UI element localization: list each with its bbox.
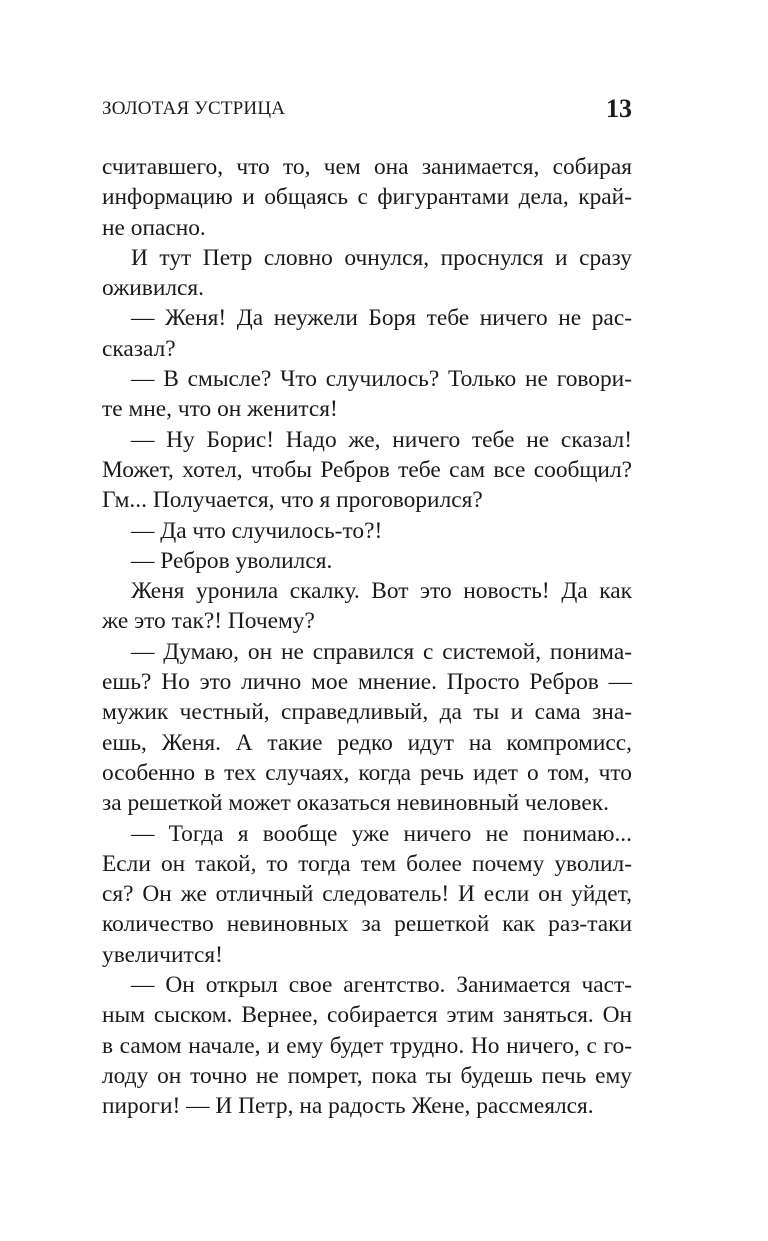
text-line: увеличится! [102, 941, 223, 968]
text-line: мужик честный, справедливый, да ты и сама зна- [102, 699, 632, 726]
text-line: — В смысле? Что случилось? Только не говори- [131, 366, 632, 393]
text-line: — Женя! Да неужели Боря тебе ничего не рас- [131, 305, 632, 332]
text-line: сказал? [102, 335, 176, 362]
text-line: не опасно. [102, 214, 206, 241]
body-text [102, 152, 632, 1122]
page-header [102, 94, 632, 126]
page-number: 13 [606, 94, 632, 123]
text-line: те мне, что он женится! [102, 396, 338, 423]
text-line: считавшего, что то, чем она занимается, собирая [102, 154, 632, 180]
text-line: лоду он точно не помрет, пока ты будешь печь ему [102, 1062, 632, 1089]
text-line: в самом начале, и ему будет трудно. Но ничего, с го- [102, 1032, 632, 1059]
text-line: ным сыском. Вернее, собирается этим заняться. Он [102, 1002, 632, 1029]
text-line: ся? Он же отличный следователь! И если он уйдет, [102, 881, 632, 908]
text-line: количество невиновных за решеткой как раз-таки [102, 911, 632, 938]
text-line: информацию и общаясь с фигурантами дела, край- [102, 184, 632, 211]
text-line: ешь, Женя. А такие редко идут на компромисс, [102, 729, 632, 756]
text-line: — Да что случилось-то?! [131, 517, 383, 544]
text-line: Гм... Получается, что я проговорился? [102, 487, 483, 514]
text-line: — Он открыл свое агентство. Занимается част- [131, 972, 632, 999]
text-line: — Тогда я вообще уже ничего не понимаю... [131, 820, 632, 847]
text-line: оживился. [102, 275, 205, 302]
text-line: же это так?! Почему? [102, 608, 315, 635]
running-title: ЗОЛОТАЯ УСТРИЦА [102, 98, 286, 119]
text-line: особенно в тех случаях, когда речь идет о том, что [102, 759, 632, 786]
text-line: — Ну Борис! Надо же, ничего тебе не сказал! [131, 426, 632, 453]
text-line: за решеткой может оказаться невиновный человек. [102, 790, 609, 817]
text-line: ешь? Но это лично мое мнение. Просто Ребров — [102, 669, 632, 696]
text-line: — Ребров уволился. [131, 547, 333, 574]
text-line: Если он такой, то тогда тем более почему уволил- [102, 850, 632, 877]
text-line: пироги! — И Петр, на радость Жене, рассмеялся. [102, 1093, 594, 1120]
text-line: И тут Петр словно очнулся, проснулся и сразу [131, 244, 632, 271]
text-line: — Думаю, он не справился с системой, понима- [131, 638, 632, 665]
text-line: Женя уронила скалку. Вот это новость! Да как [131, 578, 632, 605]
text-line: Может, хотел, чтобы Ребров тебе сам все сообщил? [102, 456, 632, 483]
